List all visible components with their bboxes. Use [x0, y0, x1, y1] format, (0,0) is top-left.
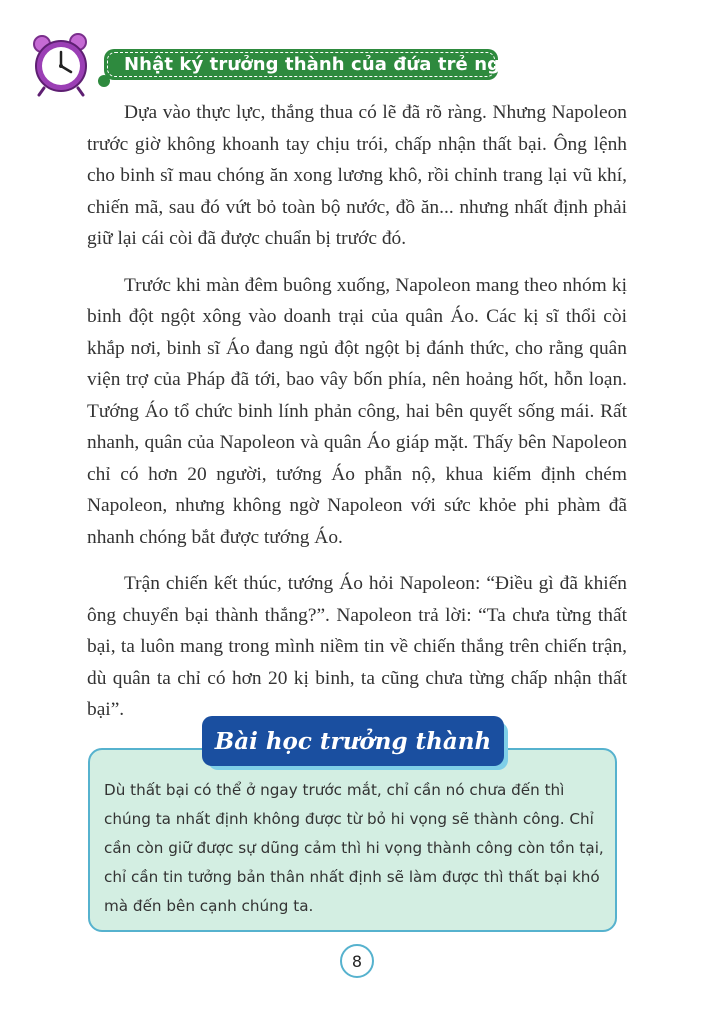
story-paragraph: Trận chiến kết thúc, tướng Áo hỏi Napoleon: “Điều gì đã khiến ông chuyển bại thành thắng?”. Napoleon trả lời: “Ta chưa từng thất bại, ta luôn mang trong mình niềm tin về chiến thắng trên chiến trận, dù quân ta chỉ có hơn 20 kị binh, ta cũng chưa từng chấp nhận thất bại”.	[87, 573, 627, 720]
header-banner	[104, 49, 538, 80]
story-paragraph: Dựa vào thực lực, thắng thua có lẽ đã rõ ràng. Nhưng Napoleon trước giờ không khoanh tay chịu trói, chấp nhận thất bại. Ông lệnh cho binh sĩ mau chóng ăn xong lương khô, rồi chỉnh trang lại vũ khí, chiến mã, sau đó vứt bỏ toàn bộ nước, đồ ăn... nhưng nhất định phải giữ lại cái còi đã được chuẩn bị trước đó.	[87, 102, 627, 249]
header-title: Nhật ký trưởng thành của đứa trẻ ngoan	[124, 54, 538, 75]
page-number: 8	[340, 944, 374, 978]
alarm-clock-icon	[28, 28, 100, 100]
lesson-title: Bài học trưởng thành	[202, 716, 504, 766]
story-body	[87, 97, 627, 726]
lesson-text: Dù thất bại có thể ở ngay trước mắt, chỉ cần nó chưa đến thì chúng ta nhất định không được từ bỏ hi vọng sẽ thành công. Chỉ cần còn giữ được sự dũng cảm thì hi vọng thành công còn tồn tại, chỉ cần tin tưởng bản thân nhất định sẽ làm được thì thất bại khó mà đến bên cạnh chúng ta.	[104, 781, 604, 915]
story-paragraph: Trước khi màn đêm buông xuống, Napoleon mang theo nhóm kị binh đột ngột xông vào doanh trại của quân Áo. Các kị sĩ thổi còi khắp nơi, binh sĩ Áo đang ngủ đột ngột bị đánh thức, cho rằng quân viện trợ của Pháp đã tới, bao vây bốn phía, nên hoảng hốt, hỗn loạn. Tướng Áo tổ chức binh lính phản công, hai bên quyết sống mái. Rất nhanh, quân của Napoleon và quân Áo giáp mặt. Thấy bên Napoleon chỉ có hơn 20 người, tướng Áo phẫn nộ, khua kiếm định chém Napoleon, nhưng không ngờ Napoleon với sức khỏe phi phàm đã nhanh chóng bắt được tướng Áo.	[87, 274, 627, 548]
lesson-title-badge	[202, 716, 504, 766]
